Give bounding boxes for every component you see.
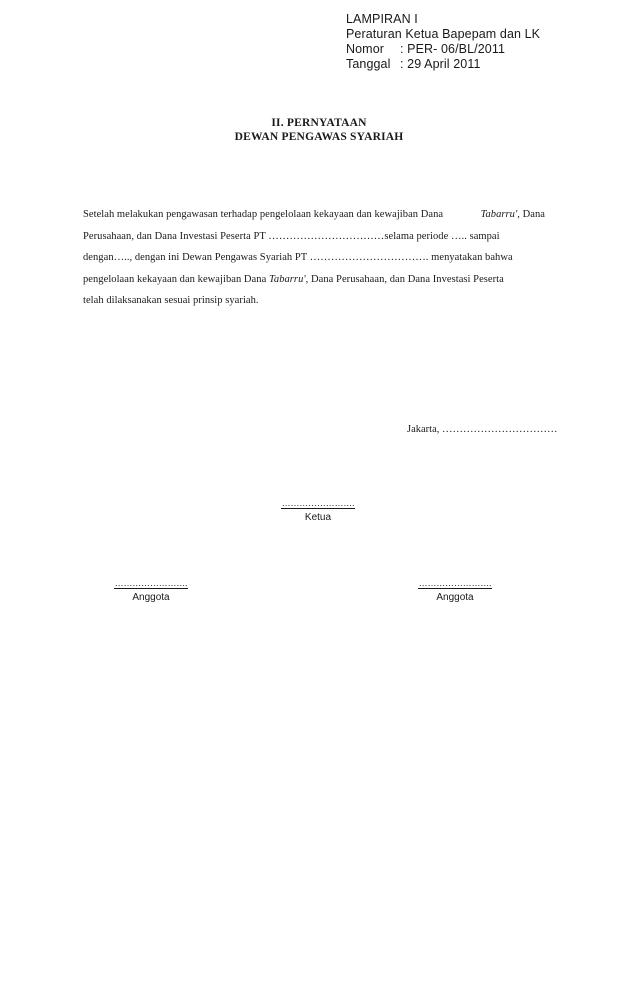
tabarru-term: Tabarru' xyxy=(480,209,518,220)
signature-line-anggota-right: ……………………. xyxy=(418,578,492,588)
paragraph-line-4-text xyxy=(83,269,504,291)
paragraph-line-1-end: , Dana xyxy=(517,209,545,220)
regulation-date xyxy=(346,57,540,72)
regulation-number xyxy=(346,42,540,57)
paragraph-line-2-text: Perusahaan, dan Dana Investasi Peserta PT ……………………………selama periode ….. sampai xyxy=(83,230,500,242)
title-line-1: II. PERNYATAAN xyxy=(271,117,367,129)
appendix-header xyxy=(346,12,540,72)
role-anggota-right: Anggota xyxy=(436,592,474,603)
paragraph-line-1 xyxy=(83,204,545,226)
paragraph-line-1-text: Setelah melakukan pengawasan terhadap pengelolaan kekayaan dan kewajiban Dana xyxy=(83,209,444,220)
paragraph-line-4 xyxy=(83,269,545,291)
paragraph-line-3 xyxy=(83,247,545,269)
place-date: Jakarta, …………………………… xyxy=(407,424,558,435)
signature-anggota-left xyxy=(96,578,206,603)
nomor-label: Nomor xyxy=(346,42,385,56)
nomor-value: : PER- 06/BL/2011 xyxy=(400,42,506,56)
paragraph-line-2 xyxy=(83,226,545,248)
appendix-heading: LAMPIRAN I xyxy=(346,12,418,26)
role-ketua: Ketua xyxy=(304,512,332,523)
role-anggota-left: Anggota xyxy=(132,592,170,603)
paragraph-line-5-text: telah dilaksanakan sesuai prinsip syariah. xyxy=(83,295,259,306)
paragraph-line-4-start: pengelolaan kekayaan dan kewajiban Dana xyxy=(83,273,267,285)
paragraph-line-3-text: dengan….., dengan ini Dewan Pengawas Syariah PT ……………………………. menyatakan bahwa xyxy=(83,252,513,263)
paragraph-line-4-end: , Dana Perusahaan, dan Dana Investasi Peserta xyxy=(305,273,504,285)
signature-anggota-right xyxy=(400,578,510,603)
signature-ketua xyxy=(270,498,366,523)
tanggal-label: Tanggal xyxy=(346,57,391,71)
signature-line-ketua: ……………………. xyxy=(281,498,355,508)
paragraph-line-5 xyxy=(83,290,545,312)
regulation-name: Peraturan Ketua Bapepam dan LK xyxy=(346,27,541,41)
tanggal-value: : 29 April 2011 xyxy=(400,57,481,71)
document-title xyxy=(0,116,638,144)
statement-paragraph xyxy=(83,204,545,312)
paragraph-line-1-tail xyxy=(481,204,545,226)
signature-line-anggota-left: ……………………. xyxy=(114,578,188,588)
title-line-2: DEWAN PENGAWAS SYARIAH xyxy=(234,131,404,143)
tabarru-term-2: Tabarru' xyxy=(268,273,306,285)
